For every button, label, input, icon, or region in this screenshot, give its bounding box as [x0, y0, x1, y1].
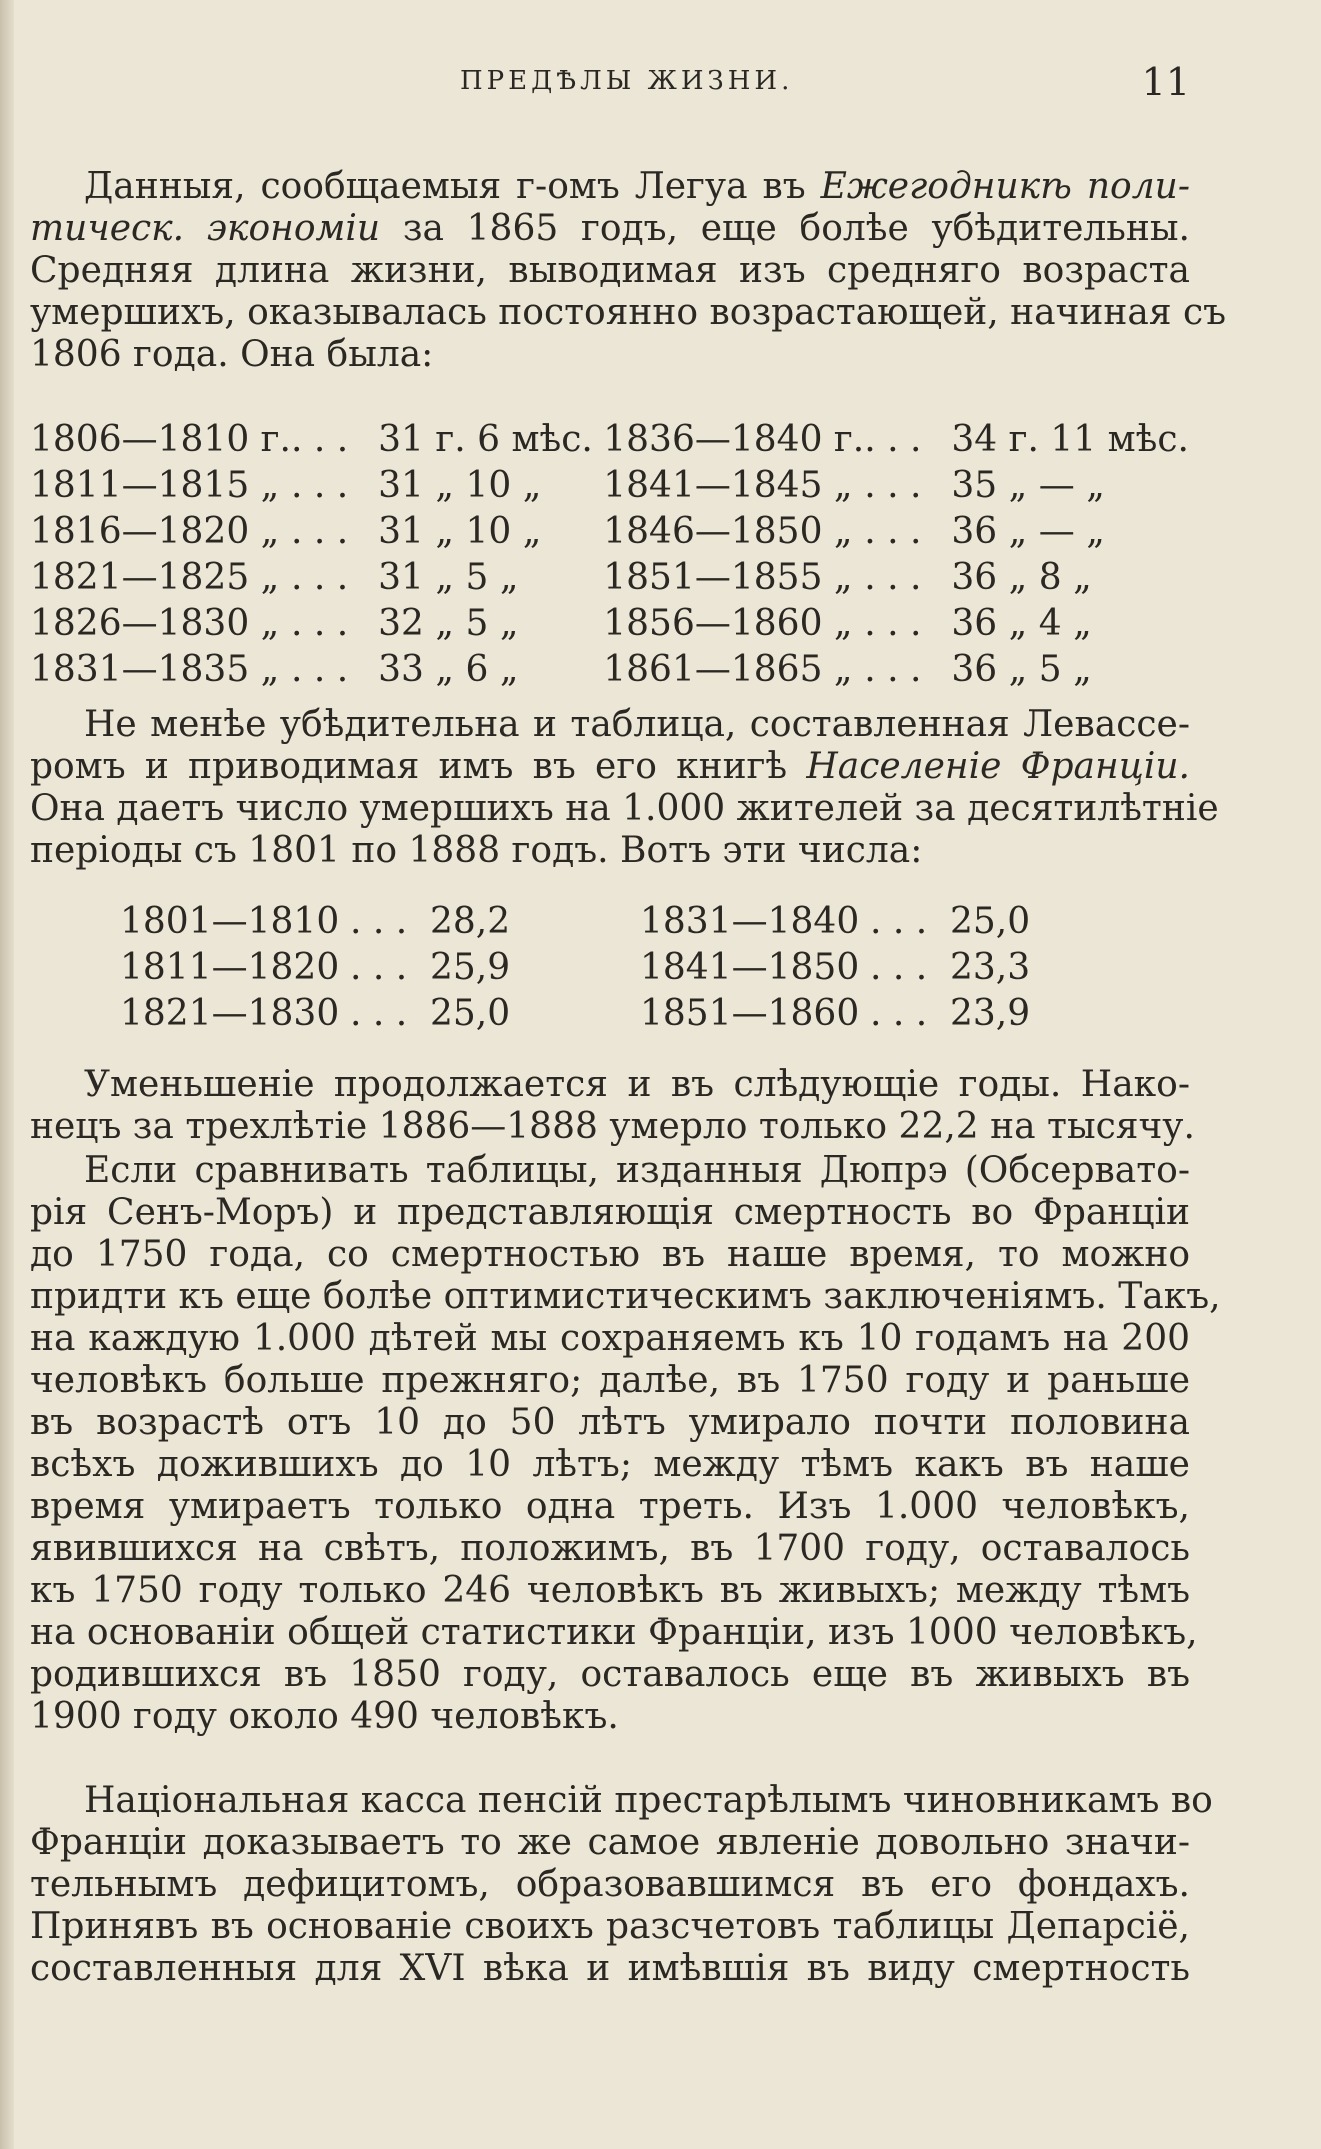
- value-cell: 34 г. 11 мѣс.: [951, 418, 1189, 460]
- text-line: всѣхъ дожившихъ до 10 лѣтъ; между тѣмъ какъ въ наше: [30, 1444, 1190, 1485]
- italic-title: Населеніе Франціи.: [806, 746, 1190, 787]
- dots-cell: . . .: [350, 992, 408, 1034]
- period-cell: 1816—1820 „: [30, 510, 280, 552]
- text-line: Принявъ въ основаніе своихъ разсчетовъ таблицы Депарсіё,: [30, 1906, 1190, 1947]
- text-line: нецъ за трехлѣтіе 1886—1888 умерло только 22,2 на тысячу.: [30, 1106, 1195, 1147]
- text-line: Она даетъ число умершихъ на 1.000 жителей за десятилѣтніе: [30, 788, 1219, 829]
- value-cell: 33 „ 6 „: [378, 648, 519, 690]
- period-cell: 1856—1860 „: [603, 602, 853, 644]
- dots-cell: . . .: [290, 464, 349, 506]
- period-cell: 1846—1850 „: [603, 510, 853, 552]
- period-cell: 1851—1860: [640, 992, 860, 1034]
- italic-title: тическ. экономіи: [30, 208, 381, 249]
- table-row: [30, 416, 1190, 462]
- dots-cell: . . .: [290, 602, 349, 644]
- value-cell: 36 „ 8 „: [951, 556, 1092, 598]
- period-cell: 1831—1835 „: [30, 648, 280, 690]
- value-cell: 28,2: [430, 900, 511, 942]
- period-cell: 1821—1825 „: [30, 556, 280, 598]
- page-header: [30, 60, 1190, 106]
- table-row: [120, 944, 1160, 990]
- text-line: до 1750 года, со смертностью въ наше время, то можно: [30, 1234, 1190, 1275]
- text-line: тельнымъ дефицитомъ, образовавшимся въ его фондахъ.: [30, 1864, 1190, 1905]
- period-cell: 1851—1855 „: [603, 556, 853, 598]
- page-number: 11: [1141, 60, 1190, 104]
- text-line: человѣкъ больше прежняго; далѣе, въ 1750 году и раньше: [30, 1360, 1190, 1401]
- dots-cell: . . .: [870, 992, 928, 1034]
- book-spine-shadow: [0, 0, 14, 2149]
- text-line: придти къ еще болѣе оптимистическимъ заключеніямъ. Такъ,: [30, 1276, 1221, 1317]
- paragraph-2: [30, 704, 1219, 872]
- text-line: Франціи доказываетъ то же самое явленіе довольно значи-: [30, 1822, 1190, 1863]
- text-line: время умираетъ только одна треть. Изъ 1.000 человѣкъ,: [30, 1486, 1190, 1527]
- text-line: Не менѣе убѣдительна и таблица, составленная Левассе-: [84, 704, 1190, 745]
- value-cell: 31 г. 6 мѣс.: [378, 418, 593, 460]
- dots-cell: . . .: [864, 510, 922, 552]
- dots-cell: . . .: [864, 648, 922, 690]
- text-line: періоды съ 1801 по 1888 годъ. Вотъ эти числа:: [30, 830, 923, 871]
- dots-cell: . . .: [870, 946, 928, 988]
- dots-cell: . . .: [290, 418, 349, 460]
- period-cell: 1841—1850: [640, 946, 860, 988]
- paragraph-4: [30, 1150, 1221, 1738]
- text-line: явившихся на свѣтъ, положимъ, въ 1700 году, оставалось: [30, 1528, 1190, 1569]
- dots-cell: . . .: [864, 556, 922, 598]
- period-cell: 1801—1810: [120, 900, 340, 942]
- life-length-table: [30, 416, 1190, 692]
- table-row: [30, 600, 1190, 646]
- text-line: въ возрастѣ отъ 10 до 50 лѣтъ умирало почти половина: [30, 1402, 1190, 1443]
- italic-title: Ежегодникѣ поли-: [820, 166, 1190, 207]
- table-row: [120, 898, 1160, 944]
- table-row: [120, 990, 1160, 1036]
- dots-cell: . . .: [290, 556, 349, 598]
- running-title: ПРЕДѢЛЫ ЖИЗНИ.: [460, 66, 794, 96]
- table-row: [30, 462, 1190, 508]
- period-cell: 1811—1820: [120, 946, 340, 988]
- text-line: родившихся въ 1850 году, оставалось еще въ живыхъ въ: [30, 1654, 1190, 1695]
- text-line: Если сравнивать таблицы, изданныя Дюпрэ (Обсервато-: [84, 1150, 1190, 1191]
- text-line: составленныя для XVI вѣка и имѣвшія въ виду смертность: [30, 1948, 1190, 1989]
- dots-cell: . . .: [290, 648, 349, 690]
- period-cell: 1836—1840 г.: [603, 418, 865, 460]
- text-line: на основаніи общей статистики Франціи, изъ 1000 человѣкъ,: [30, 1612, 1198, 1653]
- text-run: Данныя, сообщаемыя г-омъ Легуа въ: [84, 166, 821, 207]
- period-cell: 1811—1815 „: [30, 464, 280, 506]
- text-line: [30, 746, 1190, 788]
- value-cell: 36 „ 4 „: [951, 602, 1092, 644]
- text-line: рія Сенъ-Моръ) и представляющія смертность во Франціи: [30, 1192, 1190, 1233]
- value-cell: 23,9: [950, 992, 1031, 1034]
- text-line: [30, 208, 1190, 250]
- table-row: [30, 508, 1190, 554]
- text-line: 1900 году около 490 человѣкъ.: [30, 1696, 619, 1737]
- value-cell: 25,0: [950, 900, 1031, 942]
- dots-cell: . . .: [350, 900, 408, 942]
- period-cell: 1821—1830: [120, 992, 340, 1034]
- period-cell: 1826—1830 „: [30, 602, 280, 644]
- value-cell: 23,3: [950, 946, 1031, 988]
- paragraph-3: [30, 1064, 1195, 1148]
- paragraph-1: [30, 166, 1227, 376]
- value-cell: 25,9: [430, 946, 511, 988]
- table-row: [30, 646, 1190, 692]
- text-line: [30, 166, 1190, 208]
- dots-cell: . . .: [350, 946, 408, 988]
- value-cell: 31 „ 5 „: [378, 556, 519, 598]
- value-cell: 36 „ 5 „: [951, 648, 1092, 690]
- dots-cell: . . .: [290, 510, 349, 552]
- value-cell: 31 „ 10 „: [378, 510, 542, 552]
- book-page: [30, 0, 1227, 2149]
- period-cell: 1806—1810 г.: [30, 418, 291, 460]
- text-line: умершихъ, оказывалась постоянно возрастающей, начиная съ: [30, 292, 1227, 333]
- dots-cell: . . .: [864, 418, 922, 460]
- text-run: ромъ и приводимая имъ въ его книгѣ: [30, 746, 807, 787]
- paragraph-5: [30, 1780, 1213, 1990]
- mortality-table: [120, 898, 1160, 1036]
- dots-cell: . . .: [864, 602, 922, 644]
- value-cell: 25,0: [430, 992, 511, 1034]
- text-line: къ 1750 году только 246 человѣкъ въ живыхъ; между тѣмъ: [30, 1570, 1190, 1611]
- dots-cell: . . .: [864, 464, 922, 506]
- text-line: Уменьшеніе продолжается и въ слѣдующіе годы. Нако-: [84, 1064, 1190, 1105]
- period-cell: 1861—1865 „: [603, 648, 853, 690]
- value-cell: 31 „ 10 „: [378, 464, 542, 506]
- period-cell: 1831—1840: [640, 900, 860, 942]
- value-cell: 32 „ 5 „: [378, 602, 519, 644]
- value-cell: 36 „ — „: [951, 510, 1105, 552]
- table-row: [30, 554, 1190, 600]
- text-line: Средняя длина жизни, выводимая изъ средняго возраста: [30, 250, 1190, 291]
- period-cell: 1841—1845 „: [603, 464, 853, 506]
- dots-cell: . . .: [870, 900, 928, 942]
- text-run: за 1865 годъ, еще болѣе убѣдительны.: [380, 208, 1190, 249]
- text-line: 1806 года. Она была:: [30, 334, 434, 375]
- value-cell: 35 „ — „: [951, 464, 1105, 506]
- text-line: Національная касса пенсій престарѣлымъ чиновникамъ во: [84, 1780, 1213, 1821]
- text-line: на каждую 1.000 дѣтей мы сохраняемъ къ 10 годамъ на 200: [30, 1318, 1190, 1359]
